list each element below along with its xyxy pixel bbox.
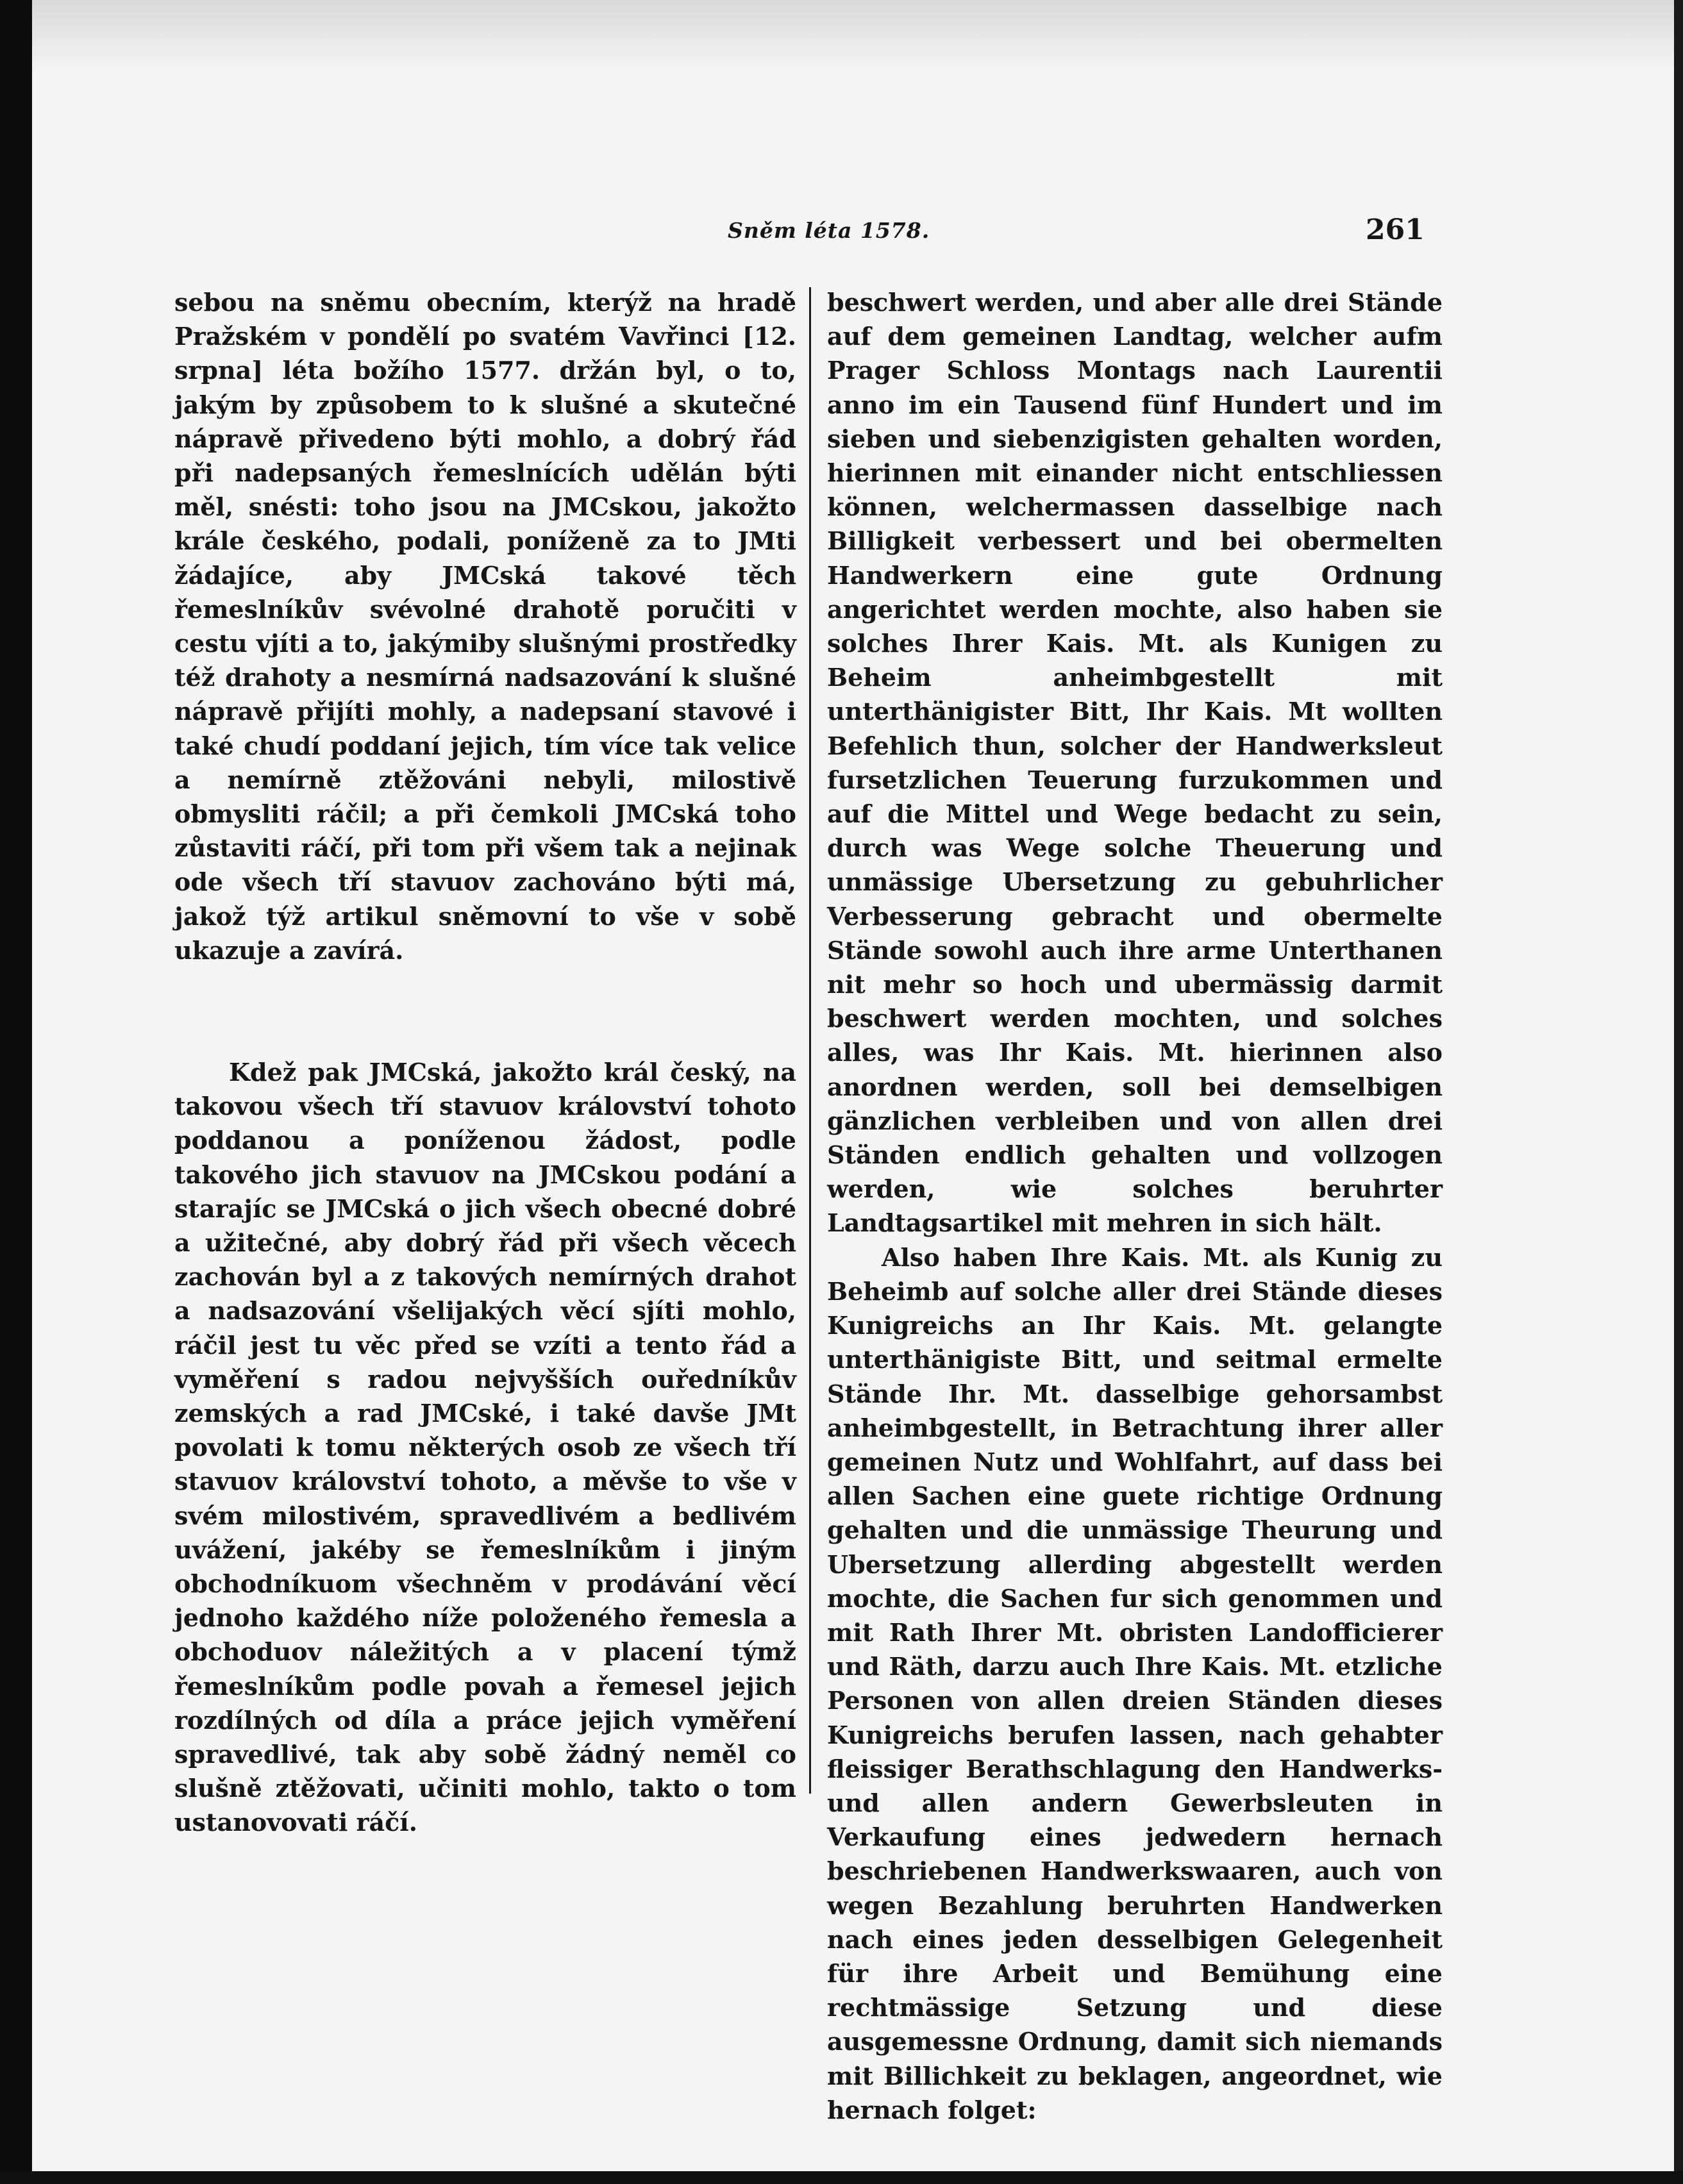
running-head: Sněm léta 1578.: [728, 218, 930, 243]
czech-paragraph-2: Kdež pak JMCská, jakožto král český, na takovou všech tří stavuov království tohoto poddanou a poníženou žádost, podle takového jich stavuov na JMCskou podání a starajíc se JMCská o jich všech obecné dobré a užitečné, aby dobrý řád při všech věcech zachován byl a z takových nemírných drahot a nadsazování všelijakých věcí sjíti mohlo, ráčil jest tu věc před se vzíti a tento řád a vyměření s radou nejvyšších ouředníkův zemských a rad JMCské, i také davše JMt povolati k tomu některých osob ze všech tří stavuov království tohoto, a měvše to vše v svém milostivém, spravedlivém a bedlivém uvážení, jakéby se řemeslníkům i jiným obchodníkuom všechněm v prodávání věcí jednoho každého níže položeného řemesla a obchoduov náležitých a v placení týmž řemeslníkům podle povah a řemesel jejich rozdílných od díla a práce jejich vyměření spravedlivé, tak aby sobě žádný neměl co slušně ztěžovati, učiniti mohlo, takto o tom ustanovovati ráčí.: [174, 1058, 796, 1837]
scan-top-shade: [32, 0, 1674, 71]
page-number: 261: [1366, 213, 1425, 246]
german-paragraph-1: beschwert werden, und aber alle drei Stände auf dem gemeinen Landtag, welcher aufm Prager Schloss Montags nach Laurentii anno im ein Tausend fünf Hundert und im sieben und siebenzigisten gehalten worden, hierinnen mit einander nicht entschliessen können, welchermassen dasselbige nach Billigkeit verbessert und bei obermelten Handwerkern eine gute Ordnung angerichtet werden mochte, also haben sie solches Ihrer Kais. Mt. als Kunigen zu Beheim anheimbgestellt mit unterthänigister Bitt, Ihr Kais. Mt wollten Befehlich thun, solcher der Handwerksleut fursetzlichen Teuerung furzukommen und auf die Mittel und Wege bedacht zu sein, durch was Wege solche Theuerung und unmässige Ubersetzung zu gebuhrlicher Verbesserung gebracht und obermelte Stände sowohl auch ihre arme Unterthanen nit mehr so hoch und ubermässig darmit beschwert werden mochten, und solches alles, was Ihr Kais. Mt. hierinnen also anordnen werden, soll bei demselbigen gänzlichen verbleiben und von allen drei Ständen endlich gehalten und vollzogen werden, wie solches beruhrter Landtagsartikel mit mehren in sich hält.: [827, 288, 1443, 1238]
left-column-bottom: [174, 1055, 796, 1840]
german-paragraph-2: Also haben Ihre Kais. Mt. als Kunig zu Beheimb auf solche aller drei Stände dieses Kunigreichs an Ihr Kais. Mt. gelangte unterthänigiste Bitt, und seitmal ermelte Stände Ihr. Mt. dasselbige gehorsambst anheimbgestellt, in Betrachtung ihrer aller gemeinen Nutz und Wohlfahrt, auf dass bei allen Sachen eine guete richtige Ordnung gehalten und die unmässige Theurung und Ubersetzung allerding abgestellt werden mochte, die Sachen fur sich genommen und mit Rath Ihrer Mt. obristen Landofficierer und Räth, darzu auch Ihre Kais. Mt. etzliche Personen von allen dreien Ständen dieses Kunigreichs berufen lassen, nach gehabter fleissiger Berathschlagung den Handwerks- und allen andern Gewerbsleuten in Verkaufung eines jedwedern hernach beschriebenen Handwerkswaaren, auch von wegen Bezahlung beruhrten Handwerken nach eines jeden desselbigen Gelegenheit für ihre Arbeit und Bemühung eine rechtmässige Setzung und diese ausgemessne Ordnung, damit sich niemands mit Billichkeit zu beklagen, angeordnet, wie hernach folget:: [827, 1242, 1443, 2124]
scan-border-left: [0, 0, 32, 2184]
czech-paragraph-1: sebou na sněmu obecním, kterýž na hradě Pražském v pondělí po svatém Vavřinci [12. srpna] léta božího 1577. držán byl, o to, jakým by způsobem to k slušné a skutečné nápravě přivedeno býti mohlo, a dobrý řád při nadepsaných řemeslnících udělán býti měl, snésti: toho jsou na JMCskou, jakožto krále českého, podali, poníženě za to JMti žádajíce, aby JMCská takové těch řemeslníkův svévolné drahotě poručiti v cestu vjíti a to, jakýmiby slušnými prostředky též drahoty a nesmírná nadsazování k slušné nápravě přijíti mohly, a nadepsaní stavové i také chudí poddaní jejich, tím více tak velice a nemírně ztěžováni nebyli, milostivě obmysliti ráčil; a při čemkoli JMCská toho zůstaviti ráčí, při tom při všem tak a nejinak ode všech tří stavuov zachováno býti má, jakož týž artikul sněmovní to vše v sobě ukazuje a zavírá.: [174, 288, 796, 965]
scan-border-bottom: [0, 2171, 1683, 2184]
right-column: [827, 285, 1443, 2127]
scan-border-right: [1674, 0, 1683, 2184]
left-column-top: [174, 285, 796, 967]
column-divider-rule: [809, 287, 811, 1794]
